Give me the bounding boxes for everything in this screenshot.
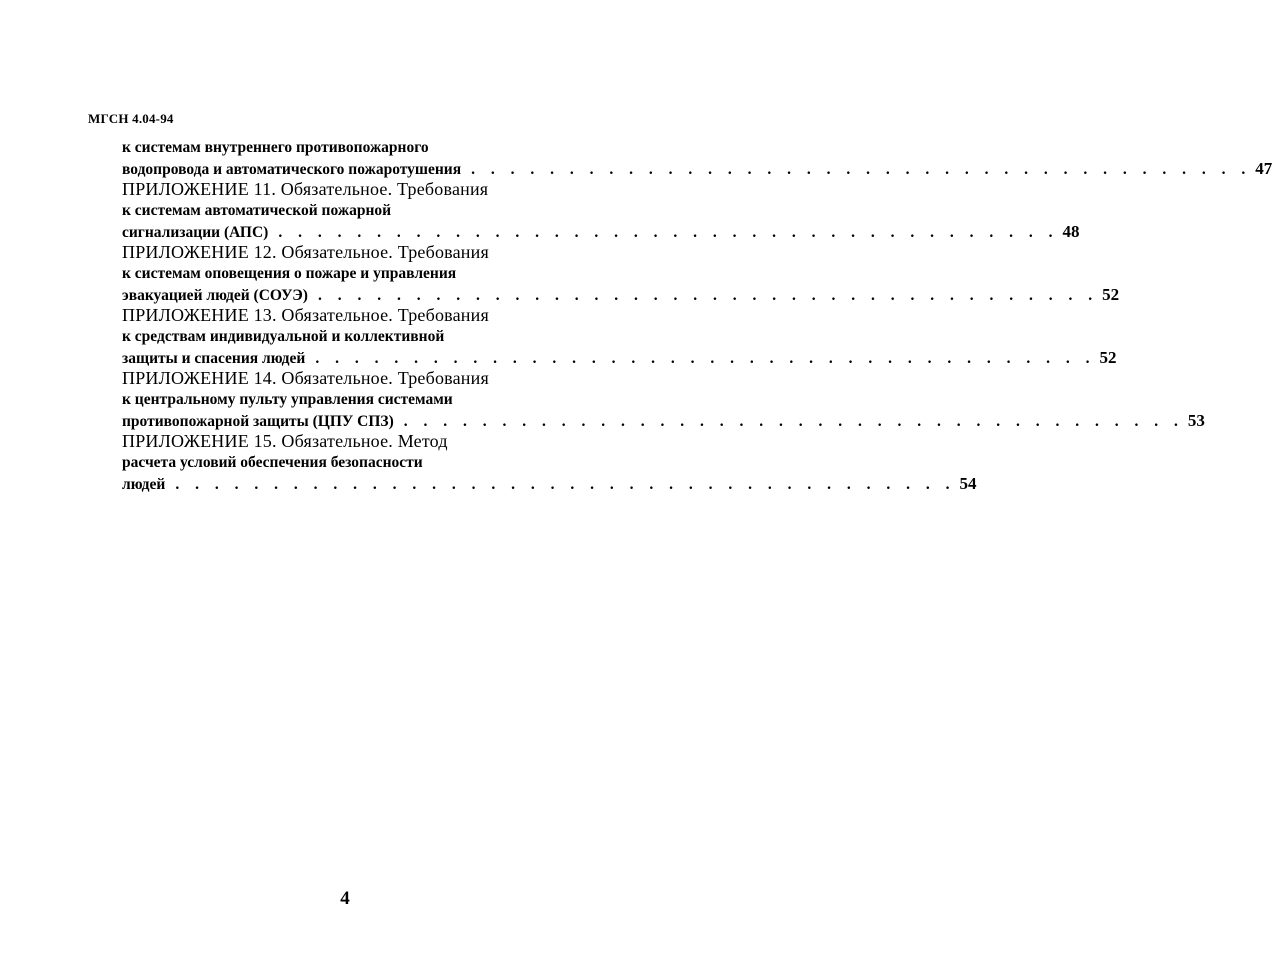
toc-entry[interactable] <box>122 305 1117 368</box>
dot-leader: . . . . . . . . . . . . . . . . . . . . . . . . . . . . . . . . . . . . . . . . <box>471 161 1252 178</box>
toc-entry[interactable] <box>122 137 1272 179</box>
toc-entry-line: ПРИЛОЖЕНИЕ 14. Обязательное. Требования <box>122 368 489 388</box>
dot-leader: . . . . . . . . . . . . . . . . . . . . . . . . . . . . . . . . . . . . . . . . <box>403 413 1184 430</box>
toc-entry-line: ПРИЛОЖЕНИЕ 13. Обязательное. Требования <box>122 305 489 325</box>
toc-entry-line: противопожарной защиты (ЦПУ СПЗ) <box>122 413 394 430</box>
toc-entry-line: эвакуацией людей (СОУЭ) <box>122 287 308 304</box>
document-code: МГСН 4.04-94 <box>88 111 174 126</box>
toc-entry-last-line <box>122 284 1120 305</box>
toc-entry-line: к системам внутреннего противопожарного <box>122 139 429 156</box>
toc-page-number: 52 <box>1102 285 1120 304</box>
toc-entry-line: ПРИЛОЖЕНИЕ 12. Обязательное. Требования <box>122 242 489 262</box>
toc-entry[interactable] <box>122 242 1120 305</box>
toc-entry-line: к системам оповещения о пожаре и управления <box>122 265 457 282</box>
toc-entry-last-line <box>122 410 1205 431</box>
toc-entry[interactable] <box>122 431 977 494</box>
toc-page-number: 48 <box>1062 222 1080 241</box>
toc-entry-last-line <box>122 221 1080 242</box>
dot-leader: . . . . . . . . . . . . . . . . . . . . . . . . . . . . . . . . . . . . . . . . <box>317 287 1099 304</box>
table-of-contents <box>122 137 1272 494</box>
toc-entry-line: людей <box>122 476 166 493</box>
toc-entry-line: к средствам индивидуальной и коллективной <box>122 328 445 345</box>
toc-entry-line: сигнализации (АПС) <box>122 224 269 241</box>
toc-entry-line: ПРИЛОЖЕНИЕ 15. Обязательное. Метод <box>122 431 448 451</box>
toc-page-number: 53 <box>1187 411 1205 430</box>
toc-entry-last-line <box>122 347 1117 368</box>
dot-leader: . . . . . . . . . . . . . . . . . . . . . . . . . . . . . . . . . . . . . . . . <box>278 224 1059 241</box>
toc-entry-line: расчета условий обеспечения безопасности <box>122 454 423 471</box>
toc-entry-last-line <box>122 473 977 494</box>
toc-entry[interactable] <box>122 368 1205 431</box>
dot-leader: . . . . . . . . . . . . . . . . . . . . . . . . . . . . . . . . . . . . . . . . <box>175 476 956 493</box>
toc-entry[interactable] <box>122 179 1080 242</box>
toc-page-number: 54 <box>959 474 977 493</box>
page-number: 4 <box>340 888 350 909</box>
dot-leader: . . . . . . . . . . . . . . . . . . . . . . . . . . . . . . . . . . . . . . . . <box>315 350 1096 367</box>
toc-entry-line: защиты и спасения людей <box>122 350 306 367</box>
toc-page-number: 52 <box>1099 348 1117 367</box>
toc-entry-line: ПРИЛОЖЕНИЕ 11. Обязательное. Требования <box>122 179 489 199</box>
toc-page-number: 47 <box>1255 159 1272 178</box>
toc-entry-line: к системам автоматической пожарной <box>122 202 392 219</box>
toc-entry-line: к центральному пульту управления системами <box>122 391 453 408</box>
toc-entry-last-line <box>122 158 1272 179</box>
toc-entry-line: водопровода и автоматического пожаротушения <box>122 161 462 178</box>
